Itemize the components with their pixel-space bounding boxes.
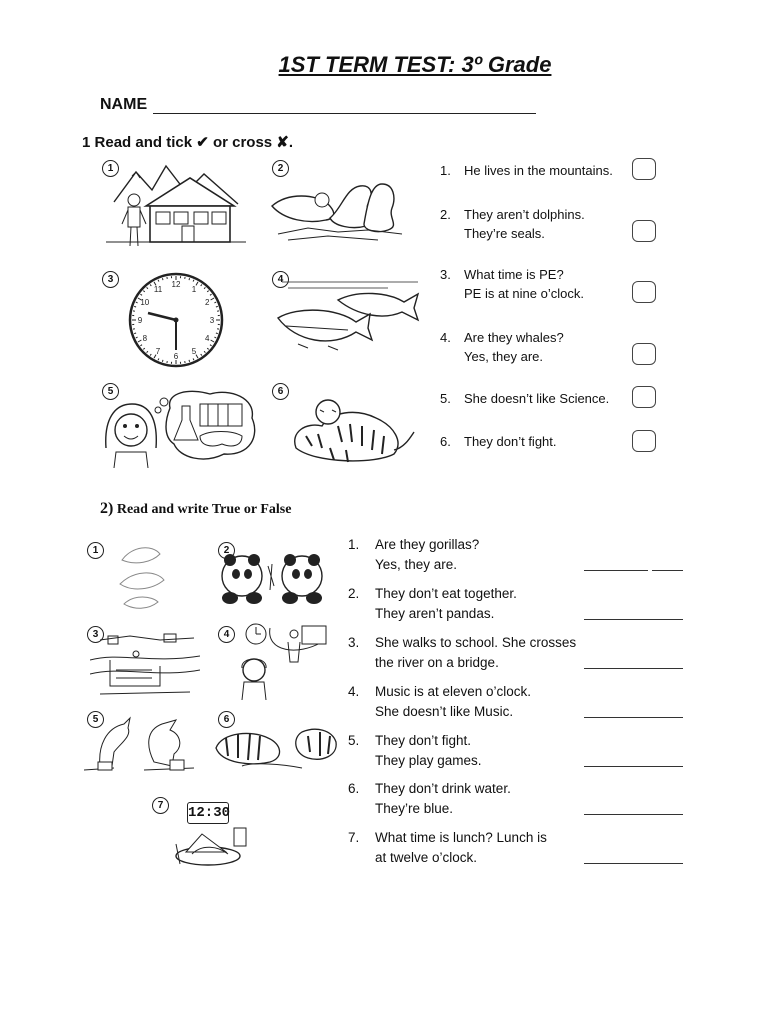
statement-line: She walks to school. She crosses	[375, 635, 577, 650]
statement-number: 2.	[440, 207, 451, 222]
tick-statement	[440, 389, 630, 429]
tick-box[interactable]	[632, 158, 656, 180]
statement-text	[375, 535, 479, 575]
answer-line[interactable]	[584, 766, 683, 767]
clock-number: 4	[204, 334, 210, 343]
section1-instruction: Read and tick ✔ or cross ✘.	[94, 134, 294, 151]
statement-line: Are they gorillas?	[375, 537, 480, 552]
statement-number: 7.	[348, 830, 360, 845]
clock-tick	[189, 360, 190, 362]
clock-number: 10	[140, 298, 150, 307]
statement-line: Yes, they are.	[375, 557, 458, 572]
picture-number: 7	[152, 797, 169, 814]
true-false-statement	[348, 682, 588, 724]
clock-tick	[134, 333, 136, 334]
tick-statement	[440, 205, 630, 245]
answer-line[interactable]	[584, 619, 683, 620]
name-field[interactable]	[153, 113, 536, 114]
feathers-icon	[112, 540, 172, 612]
statement-text	[375, 682, 531, 722]
section2-number: 2)	[100, 500, 114, 517]
clock-number: 5	[191, 347, 197, 357]
picture-number: 1	[87, 542, 104, 559]
statement-line: They don’t eat together.	[375, 586, 517, 601]
tigers-water-icon	[212, 722, 342, 770]
clock-number: 9	[137, 316, 143, 325]
statement-text	[375, 731, 482, 771]
girl-music-icon	[232, 622, 332, 700]
clock-tick	[162, 278, 163, 280]
picture-number: 5	[102, 383, 119, 400]
statement-line: They don’t fight.	[375, 733, 472, 748]
answer-line[interactable]	[584, 570, 648, 571]
statement-line: They aren’t pandas.	[375, 606, 495, 621]
answer-line[interactable]	[584, 863, 683, 864]
statement-number: 6.	[348, 781, 360, 796]
picture-number: 2	[272, 160, 289, 177]
clock-tick	[134, 306, 136, 307]
clock-number: 2	[204, 298, 210, 307]
clock-tick	[162, 360, 163, 362]
statement-line: Are they whales?	[464, 330, 564, 345]
clock-display: 12:30	[187, 802, 229, 824]
statement-number: 4.	[440, 330, 451, 345]
statement-line: They’re blue.	[375, 801, 454, 816]
statement-number: 4.	[348, 684, 360, 699]
section2-heading	[100, 500, 291, 518]
statement-number: 3.	[348, 635, 360, 650]
picture-number: 1	[102, 160, 119, 177]
picture-number: 6	[218, 711, 235, 728]
statement-text	[375, 584, 517, 624]
tick-box[interactable]	[632, 281, 656, 303]
clock-tick	[216, 333, 218, 334]
clock-icon	[126, 270, 226, 370]
picture-number: 2	[218, 542, 235, 559]
house-mountains-boy-icon	[106, 162, 246, 252]
name-label: NAME	[100, 96, 148, 113]
statement-number: 1.	[440, 163, 451, 178]
statement-line: Yes, they are.	[464, 349, 544, 364]
clock-number: 8	[142, 334, 148, 343]
tick-statement	[440, 328, 630, 368]
tick-statement	[440, 161, 630, 201]
statement-number: 1.	[348, 537, 360, 552]
picture-number: 4	[218, 626, 235, 643]
girl-science-thought-icon	[100, 390, 260, 468]
statement-number: 6.	[440, 434, 451, 449]
answer-line[interactable]	[584, 668, 683, 669]
picture-number: 6	[272, 383, 289, 400]
statement-text	[464, 389, 609, 408]
statement-number: 2.	[348, 586, 360, 601]
clock-number: 1	[191, 284, 197, 294]
true-false-statement	[348, 828, 588, 870]
statement-line: They’re seals.	[464, 226, 545, 241]
statement-text	[375, 779, 511, 819]
statement-line: They don’t drink water.	[375, 781, 511, 796]
picture-number: 5	[87, 711, 104, 728]
true-false-statement	[348, 633, 588, 675]
statement-text	[464, 432, 557, 451]
statement-text	[464, 328, 564, 366]
statement-number: 5.	[348, 733, 360, 748]
statement-number: 3.	[440, 267, 451, 282]
tick-box[interactable]	[632, 386, 656, 408]
clock-number: 6	[173, 352, 179, 361]
statement-line: the river on a bridge.	[375, 655, 499, 670]
section1-heading	[82, 133, 293, 151]
statement-text	[464, 161, 613, 180]
dolphins-icon	[84, 716, 194, 774]
statement-line: They aren’t dolphins.	[464, 207, 585, 222]
seals-icon	[268, 178, 408, 244]
statement-text	[375, 633, 576, 673]
tick-box[interactable]	[632, 220, 656, 242]
statement-text	[464, 205, 585, 243]
picture-number: 3	[87, 626, 104, 643]
answer-line[interactable]	[652, 570, 683, 571]
pandas-icon	[212, 546, 332, 606]
section2-instruction: Read and write True or False	[116, 502, 292, 517]
answer-line[interactable]	[584, 814, 683, 815]
picture-number: 3	[102, 271, 119, 288]
picture-number: 4	[272, 271, 289, 288]
answer-line[interactable]	[584, 717, 683, 718]
tick-box[interactable]	[632, 343, 656, 365]
statement-number: 5.	[440, 391, 451, 406]
clock-number: 12	[171, 280, 181, 289]
statement-line: What time is lunch? Lunch is	[375, 830, 547, 845]
clock-tick	[216, 306, 218, 307]
statement-text	[464, 265, 584, 303]
section1-number: 1	[82, 134, 91, 151]
tick-statement	[440, 432, 630, 472]
statement-line: They play games.	[375, 753, 482, 768]
statement-line: Music is at eleven o’clock.	[375, 684, 532, 699]
clock-tick	[189, 278, 190, 280]
page-title: 1ST TERM TEST: 3º Grade	[278, 52, 552, 77]
clock-number: 3	[209, 316, 215, 325]
statement-text	[375, 828, 547, 868]
true-false-statement	[348, 584, 588, 626]
statement-line: He lives in the mountains.	[464, 163, 613, 178]
tick-statement	[440, 265, 630, 305]
clock-number: 7	[155, 347, 161, 357]
clock-number: 11	[153, 284, 163, 294]
statement-line: They don’t fight.	[464, 434, 557, 449]
statement-line: She doesn’t like Music.	[375, 704, 514, 719]
tigers-icon	[286, 392, 416, 466]
statement-line: PE is at nine o’clock.	[464, 286, 584, 301]
statement-line: at twelve o’clock.	[375, 850, 478, 865]
true-false-statement	[348, 779, 588, 821]
statement-line: She doesn’t like Science.	[464, 391, 610, 406]
tick-box[interactable]	[632, 430, 656, 452]
true-false-statement	[348, 535, 588, 577]
lunch-clock-icon	[172, 824, 256, 868]
whales-icon	[268, 272, 423, 354]
village-river-icon	[90, 630, 200, 698]
statement-line: What time is PE?	[464, 267, 564, 282]
true-false-statement	[348, 731, 588, 773]
